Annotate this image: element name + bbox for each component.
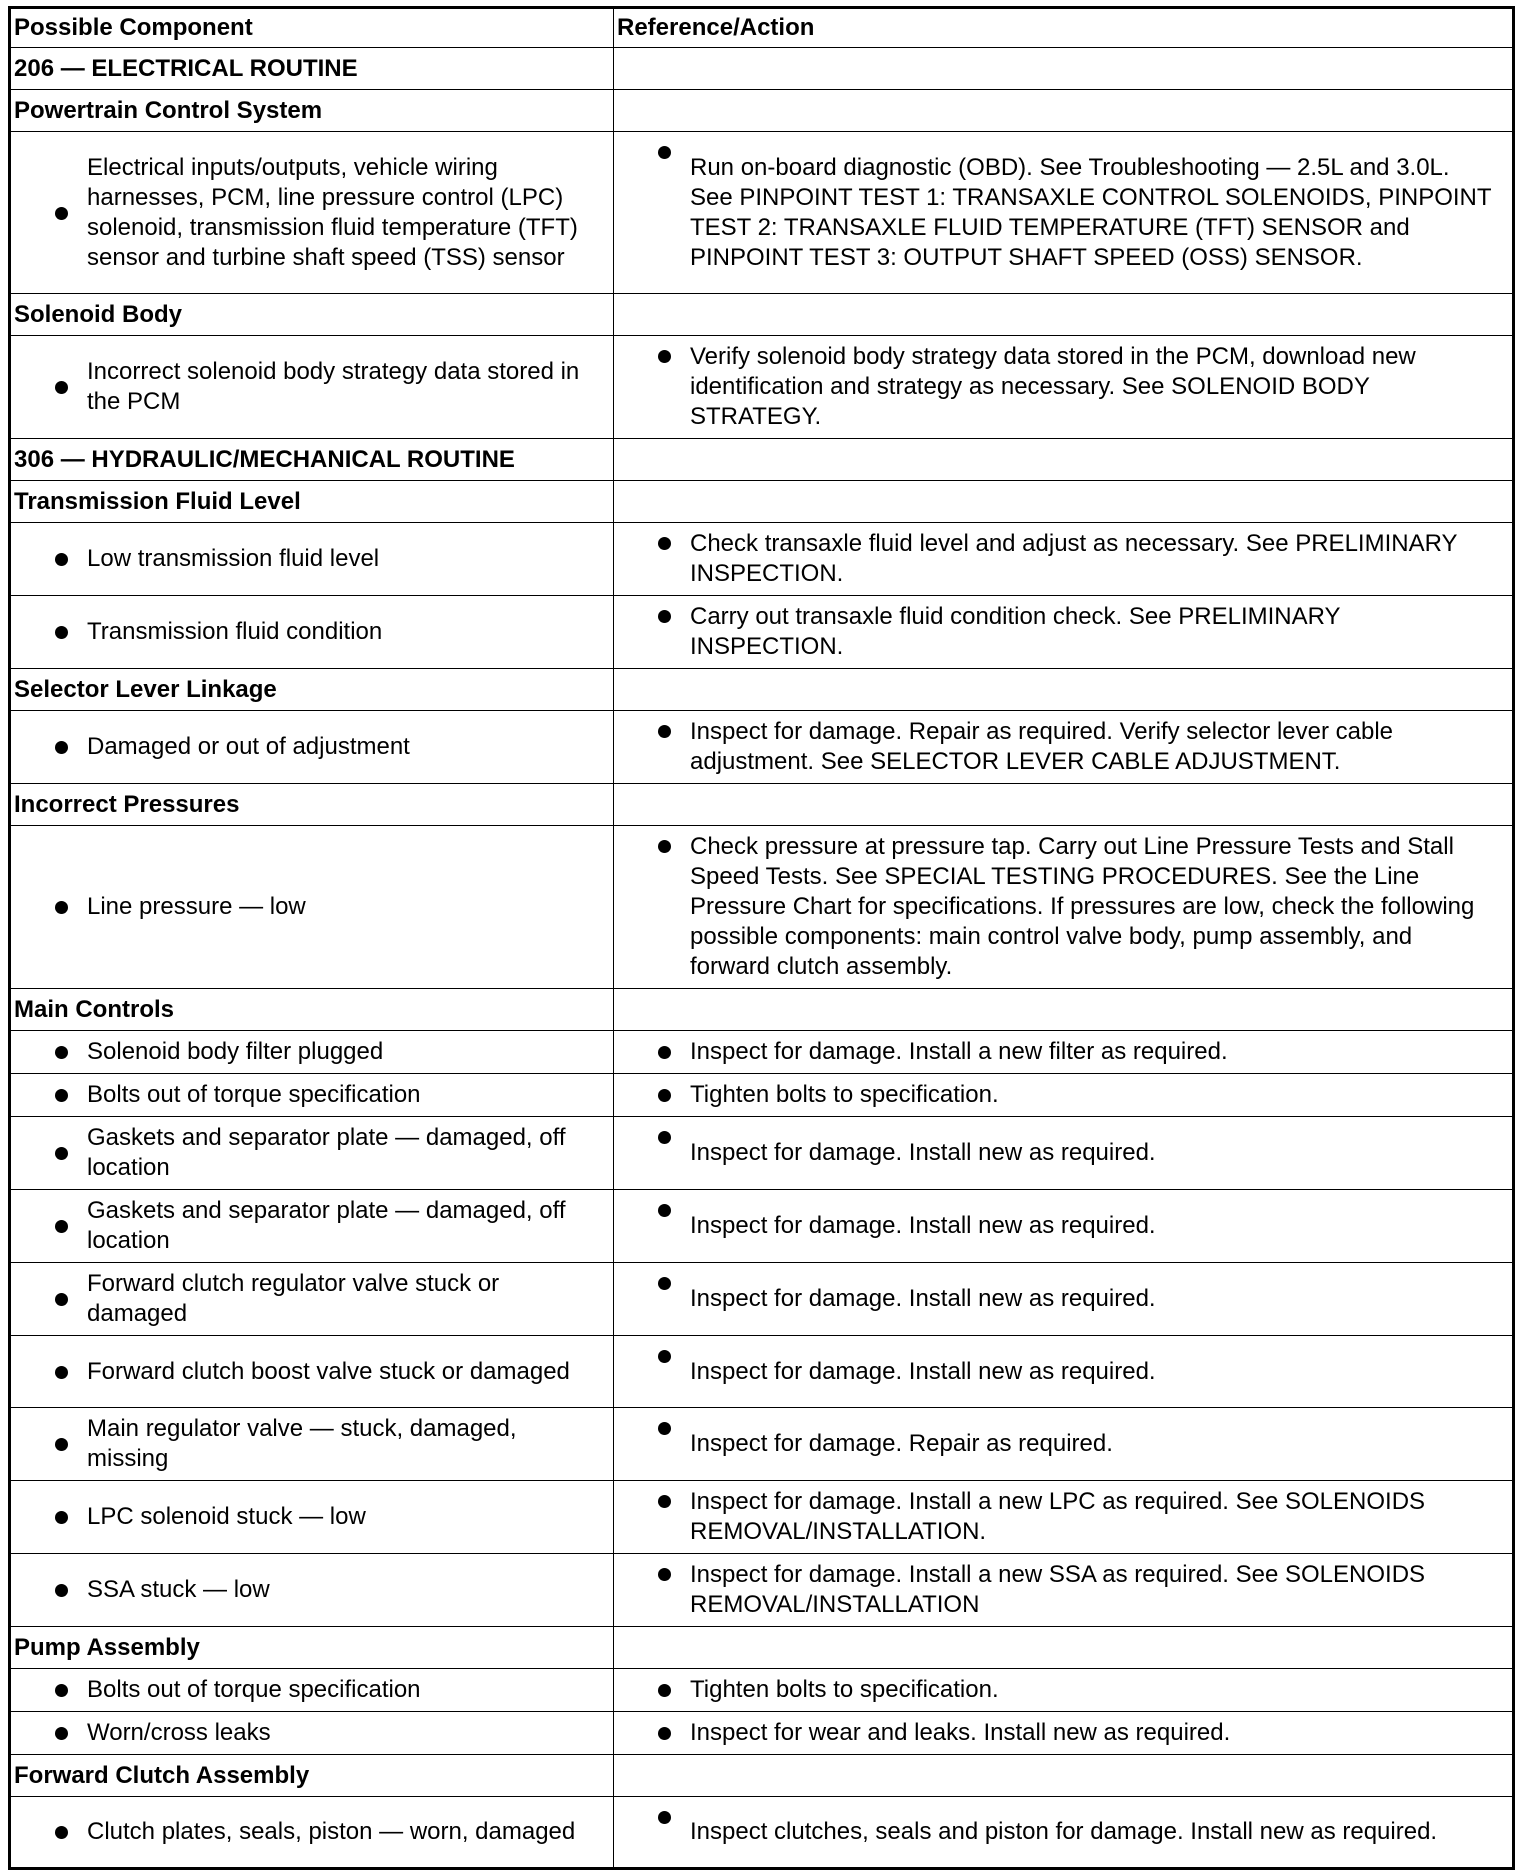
table-row — [10, 1554, 1514, 1627]
category-row — [10, 669, 1514, 711]
reference-action-cell: Inspect for damage. Install a new filter as required. — [614, 1031, 1514, 1074]
table-row — [10, 1190, 1514, 1263]
category-label: Forward Clutch Assembly — [10, 1755, 614, 1797]
empty-cell — [614, 48, 1514, 90]
reference-action-cell: Inspect for damage. Install a new LPC as required. See SOLENOIDS REMOVAL/INSTALLATION. — [614, 1481, 1514, 1554]
possible-component-cell: Bolts out of torque specification — [10, 1669, 614, 1712]
reference-action-cell: Inspect for damage. Repair as required. Verify selector lever cable adjustment. See SELECTOR LEVER CABLE ADJUSTMENT. — [614, 711, 1514, 784]
table-row — [10, 1031, 1514, 1074]
category-label: 206 — ELECTRICAL ROUTINE — [10, 48, 614, 90]
empty-cell — [614, 90, 1514, 132]
possible-component-cell: Low transmission fluid level — [10, 523, 614, 596]
category-row — [10, 784, 1514, 826]
category-label: Main Controls — [10, 989, 614, 1031]
table-row — [10, 596, 1514, 669]
empty-cell — [614, 784, 1514, 826]
possible-component-cell: Clutch plates, seals, piston — worn, damaged — [10, 1797, 614, 1869]
table-row — [10, 1408, 1514, 1481]
reference-action-cell: Inspect for damage. Repair as required. — [614, 1408, 1514, 1481]
table-row — [10, 523, 1514, 596]
diagnostic-table — [8, 6, 1515, 1870]
category-label: Transmission Fluid Level — [10, 481, 614, 523]
reference-action-cell: Inspect for damage. Install new as required. — [614, 1263, 1514, 1336]
table-row — [10, 1481, 1514, 1554]
table-body — [10, 48, 1514, 1869]
category-label: Solenoid Body — [10, 294, 614, 336]
empty-cell — [614, 294, 1514, 336]
category-row — [10, 294, 1514, 336]
category-row — [10, 439, 1514, 481]
reference-action-cell: Inspect for damage. Install new as required. — [614, 1190, 1514, 1263]
reference-action-cell: Check transaxle fluid level and adjust as necessary. See PRELIMINARY INSPECTION. — [614, 523, 1514, 596]
reference-action-cell: Verify solenoid body strategy data stored in the PCM, download new identification and strategy as necessary. See SOLENOID BODY STRATEGY. — [614, 336, 1514, 439]
reference-action-cell: Inspect for damage. Install a new SSA as required. See SOLENOIDS REMOVAL/INSTALLATION — [614, 1554, 1514, 1627]
category-label: Selector Lever Linkage — [10, 669, 614, 711]
header-possible-component: Possible Component — [10, 8, 614, 48]
diagnostic-table-page — [8, 6, 1512, 1870]
possible-component-cell: Gaskets and separator plate — damaged, off location — [10, 1117, 614, 1190]
table-header-row — [10, 8, 1514, 48]
category-label: Powertrain Control System — [10, 90, 614, 132]
possible-component-cell: Transmission fluid condition — [10, 596, 614, 669]
reference-action-cell: Inspect for damage. Install new as required. — [614, 1117, 1514, 1190]
category-row — [10, 90, 1514, 132]
possible-component-cell: Forward clutch boost valve stuck or damaged — [10, 1336, 614, 1408]
possible-component-cell: SSA stuck — low — [10, 1554, 614, 1627]
reference-action-cell: Carry out transaxle fluid condition check. See PRELIMINARY INSPECTION. — [614, 596, 1514, 669]
reference-action-cell: Inspect clutches, seals and piston for damage. Install new as required. — [614, 1797, 1514, 1869]
table-row — [10, 1712, 1514, 1755]
category-row — [10, 989, 1514, 1031]
empty-cell — [614, 1627, 1514, 1669]
possible-component-cell: Line pressure — low — [10, 826, 614, 989]
empty-cell — [614, 439, 1514, 481]
empty-cell — [614, 669, 1514, 711]
table-row — [10, 1669, 1514, 1712]
table-row — [10, 711, 1514, 784]
reference-action-cell: Tighten bolts to specification. — [614, 1074, 1514, 1117]
table-row — [10, 1074, 1514, 1117]
table-row — [10, 1117, 1514, 1190]
possible-component-cell: Electrical inputs/outputs, vehicle wiring harnesses, PCM, line pressure control (LPC) solenoid, transmission fluid temperature (TFT) sensor and turbine shaft speed (TSS) sensor — [10, 132, 614, 294]
empty-cell — [614, 989, 1514, 1031]
category-label: Pump Assembly — [10, 1627, 614, 1669]
possible-component-cell: Solenoid body filter plugged — [10, 1031, 614, 1074]
table-row — [10, 1263, 1514, 1336]
category-row — [10, 48, 1514, 90]
reference-action-cell: Check pressure at pressure tap. Carry out Line Pressure Tests and Stall Speed Tests. See SPECIAL TESTING PROCEDURES. See the Line Pressure Chart for specifications. If pressures are low, check the following possible components: main control valve body, pump assembly, and forward clutch assembly. — [614, 826, 1514, 989]
category-row — [10, 1755, 1514, 1797]
reference-action-cell: Run on-board diagnostic (OBD). See Troubleshooting — 2.5L and 3.0L. See PINPOINT TEST 1: TRANSAXLE CONTROL SOLENOIDS, PINPOINT TEST 2: TRANSAXLE FLUID TEMPERATURE (TFT) SENSOR and PINPOINT TEST 3: OUTPUT SHAFT SPEED (OSS) SENSOR. — [614, 132, 1514, 294]
possible-component-cell: Main regulator valve — stuck, damaged, missing — [10, 1408, 614, 1481]
category-row — [10, 1627, 1514, 1669]
table-row — [10, 1336, 1514, 1408]
category-label: 306 — HYDRAULIC/MECHANICAL ROUTINE — [10, 439, 614, 481]
possible-component-cell: Incorrect solenoid body strategy data stored in the PCM — [10, 336, 614, 439]
possible-component-cell: Worn/cross leaks — [10, 1712, 614, 1755]
empty-cell — [614, 1755, 1514, 1797]
possible-component-cell: Bolts out of torque specification — [10, 1074, 614, 1117]
category-row — [10, 481, 1514, 523]
table-row — [10, 1797, 1514, 1869]
possible-component-cell: Forward clutch regulator valve stuck or damaged — [10, 1263, 614, 1336]
table-row — [10, 336, 1514, 439]
possible-component-cell: Gaskets and separator plate — damaged, off location — [10, 1190, 614, 1263]
header-reference-action: Reference/Action — [614, 8, 1514, 48]
possible-component-cell: LPC solenoid stuck — low — [10, 1481, 614, 1554]
empty-cell — [614, 481, 1514, 523]
reference-action-cell: Tighten bolts to specification. — [614, 1669, 1514, 1712]
reference-action-cell: Inspect for damage. Install new as required. — [614, 1336, 1514, 1408]
possible-component-cell: Damaged or out of adjustment — [10, 711, 614, 784]
table-row — [10, 826, 1514, 989]
table-row — [10, 132, 1514, 294]
reference-action-cell: Inspect for wear and leaks. Install new as required. — [614, 1712, 1514, 1755]
category-label: Incorrect Pressures — [10, 784, 614, 826]
